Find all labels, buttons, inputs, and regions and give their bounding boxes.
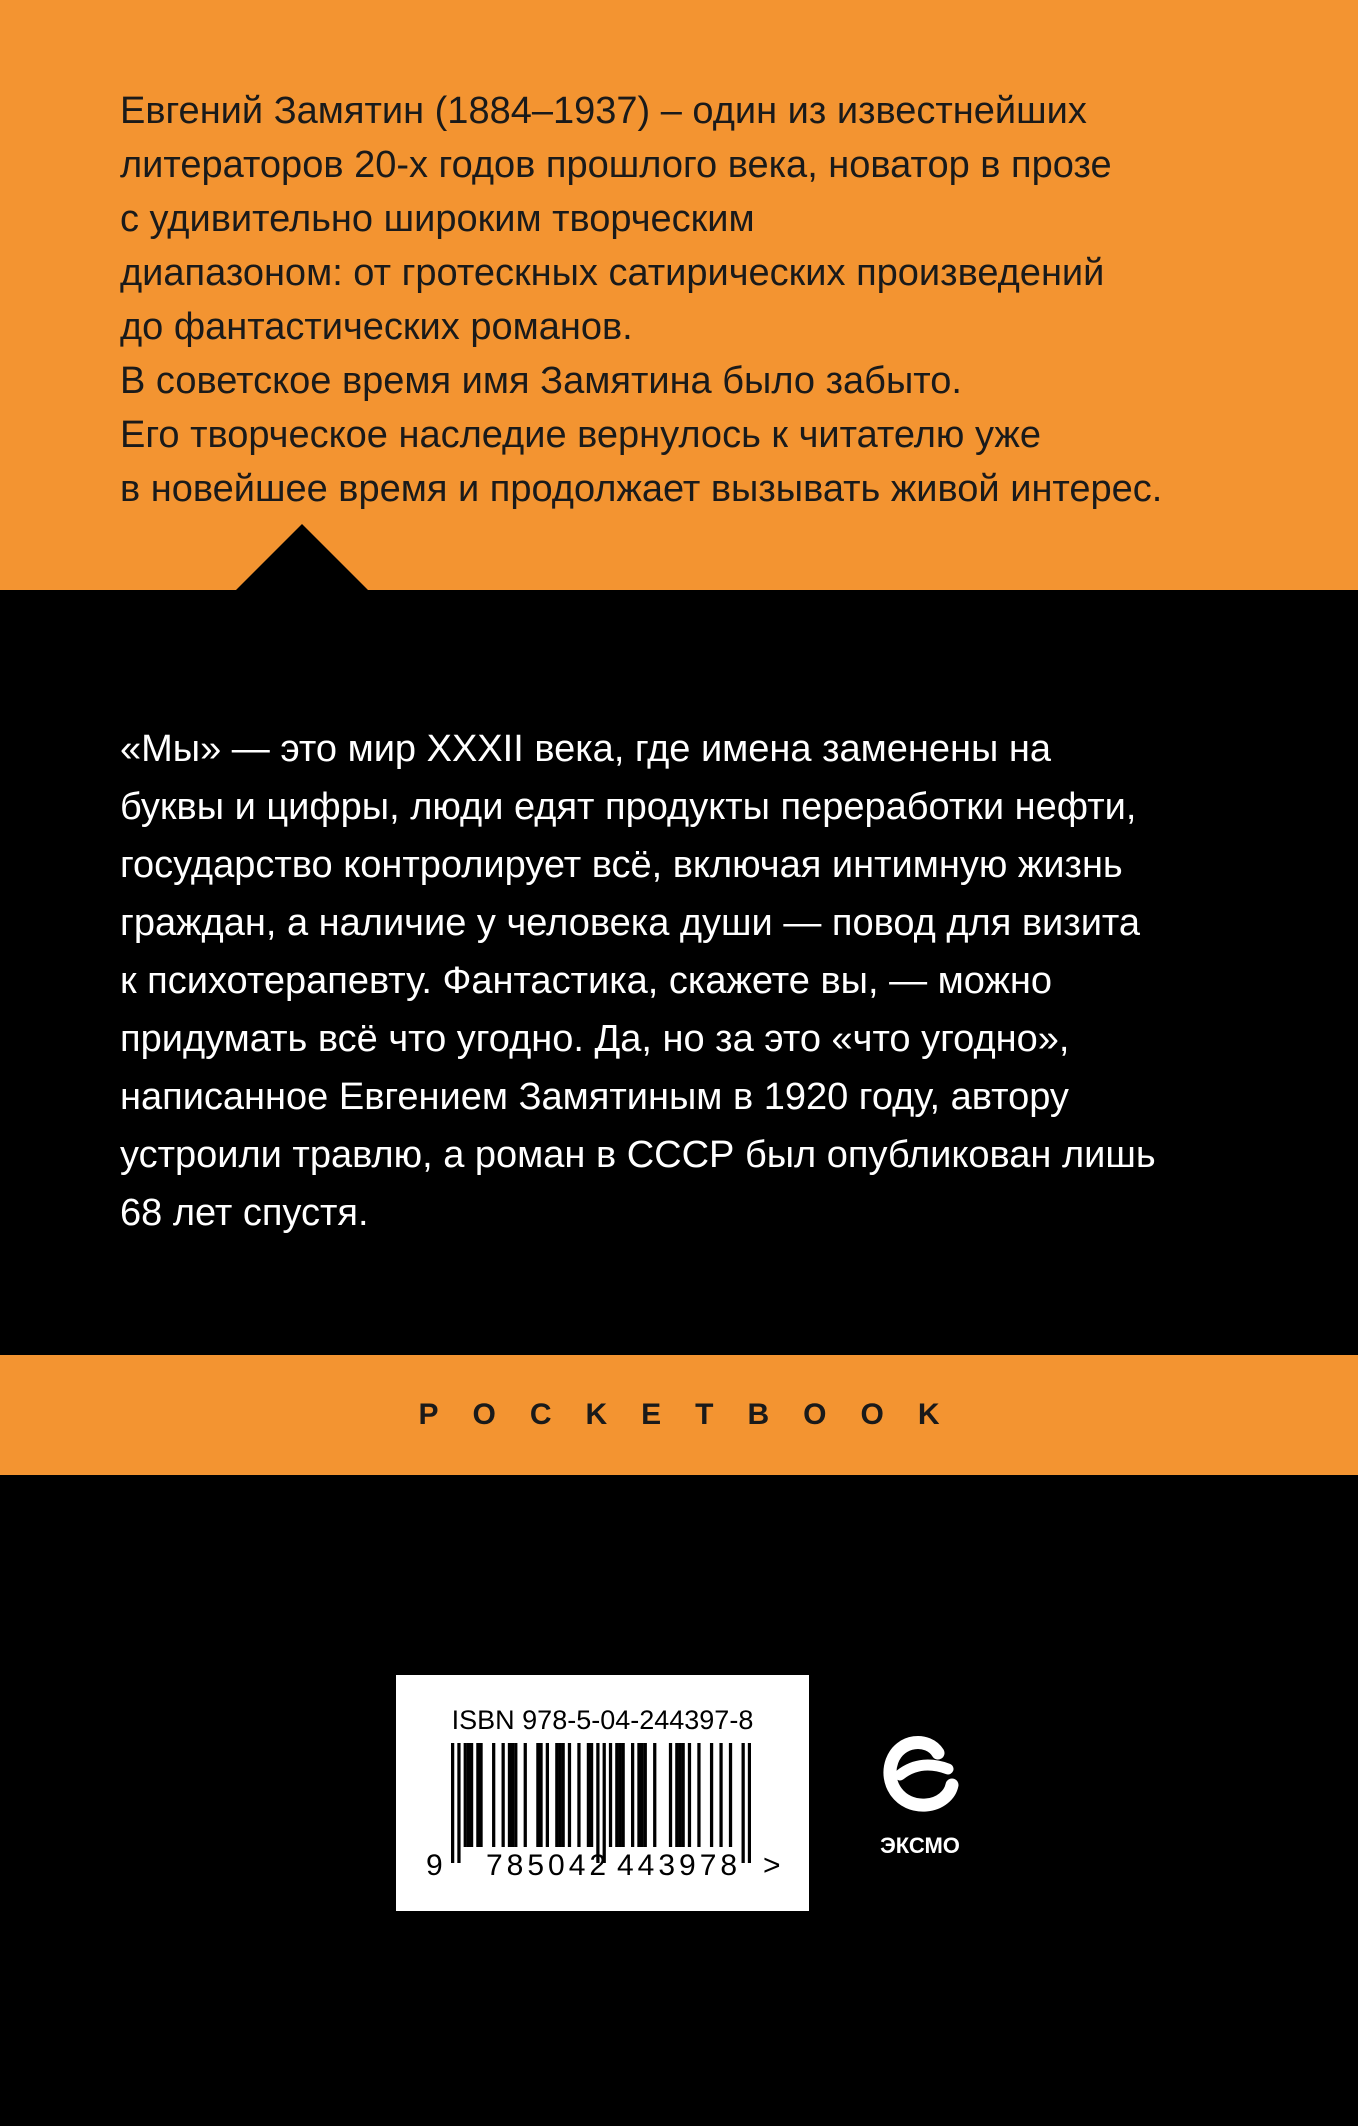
barcode-bar [669, 1743, 672, 1847]
barcode-bar [502, 1743, 505, 1847]
barcode-bar [587, 1743, 590, 1847]
barcode-bar [470, 1743, 473, 1847]
barcode-bar [688, 1743, 691, 1847]
barcode-bar [653, 1743, 656, 1847]
eksmo-e-logo-icon [870, 1725, 970, 1825]
barcode-bar [710, 1743, 713, 1847]
barcode-bar [451, 1743, 454, 1863]
barcode-bars [451, 1743, 751, 1863]
barcode-bar [511, 1743, 514, 1847]
isbn-label: ISBN 978-5-04-244397-8 [451, 1705, 754, 1735]
publisher-logo [870, 1725, 970, 1865]
barcode-bar [622, 1743, 625, 1847]
book-blurb: «Мы» — это мир XXXII века, где имена заменены на буквы и цифры, люди едят продукты переработки нефти, государство контролирует всё, включая интимную жизнь граждан, а наличие у человека души — повод для визита к психотерапевту. Фантастика, скажете вы, — можно придумать всё что угодно. Да, но за это «что угодно», написанное Евгением Замятиным в 1920 году, автору устроили травлю, а роман в СССР был опубликован лишь 68 лет спустя. [120, 728, 1156, 1234]
barcode-bar [568, 1743, 571, 1847]
barcode-bar [697, 1743, 700, 1847]
barcode-bar [577, 1743, 580, 1847]
isbn-barcode [396, 1675, 809, 1911]
barcode-bar [508, 1743, 511, 1847]
barcode-bar [729, 1743, 732, 1847]
barcode-bar [678, 1743, 681, 1847]
barcode-bar [748, 1743, 751, 1863]
barcode-bar [675, 1743, 678, 1847]
barcode-bar [644, 1743, 647, 1847]
barcode-bar [467, 1743, 470, 1847]
barcode-digit-first: 9 [426, 1849, 443, 1882]
series-label: POCKETBOOK [418, 1398, 974, 1431]
barcode-bar [457, 1743, 460, 1863]
barcode-bar [558, 1743, 561, 1847]
barcode-bar [682, 1743, 685, 1847]
barcode-bar [596, 1743, 599, 1863]
barcode-bar [640, 1743, 643, 1847]
barcode-bar [536, 1743, 539, 1847]
barcode-bar [539, 1743, 542, 1847]
barcode-arrow: > [763, 1849, 781, 1882]
barcode-bar [615, 1743, 618, 1847]
barcode-bar [603, 1743, 606, 1863]
barcode-bar [479, 1743, 482, 1847]
barcode-bar [631, 1743, 634, 1847]
barcode-bar [637, 1743, 640, 1847]
barcode-bar [562, 1743, 565, 1847]
barcode-bar [476, 1743, 479, 1847]
barcode-bar [719, 1743, 722, 1847]
barcode-bar [524, 1743, 527, 1847]
barcode-bar [742, 1743, 745, 1863]
barcode-bar [546, 1743, 549, 1847]
barcode-bar [464, 1743, 467, 1847]
barcode-bar [590, 1743, 593, 1847]
publisher-name: ЭКСМО [880, 1833, 960, 1858]
barcode-digits-left: 785042 [486, 1849, 611, 1882]
barcode-bar [514, 1743, 517, 1847]
author-blurb: Евгений Замятин (1884–1937) – один из известнейших литераторов 20-х годов прошлого века, новатор в прозе с удивительно широким творческим диапазоном: от гротескных сатирических произведений до фантастических романов. В советское время имя Замятина было забыто. Его творческое наследие вернулось к читателю уже в новейшее время и продолжает вызывать живой интерес. [120, 90, 1163, 510]
barcode-bar [618, 1743, 621, 1847]
barcode-bar [555, 1743, 558, 1847]
barcode-bar [609, 1743, 612, 1847]
barcode-digits-right: 443978 [617, 1849, 742, 1882]
barcode-bar [492, 1743, 495, 1847]
speech-pointer-triangle [235, 524, 369, 591]
series-band [0, 1355, 1358, 1475]
author-info-band [0, 0, 1358, 590]
